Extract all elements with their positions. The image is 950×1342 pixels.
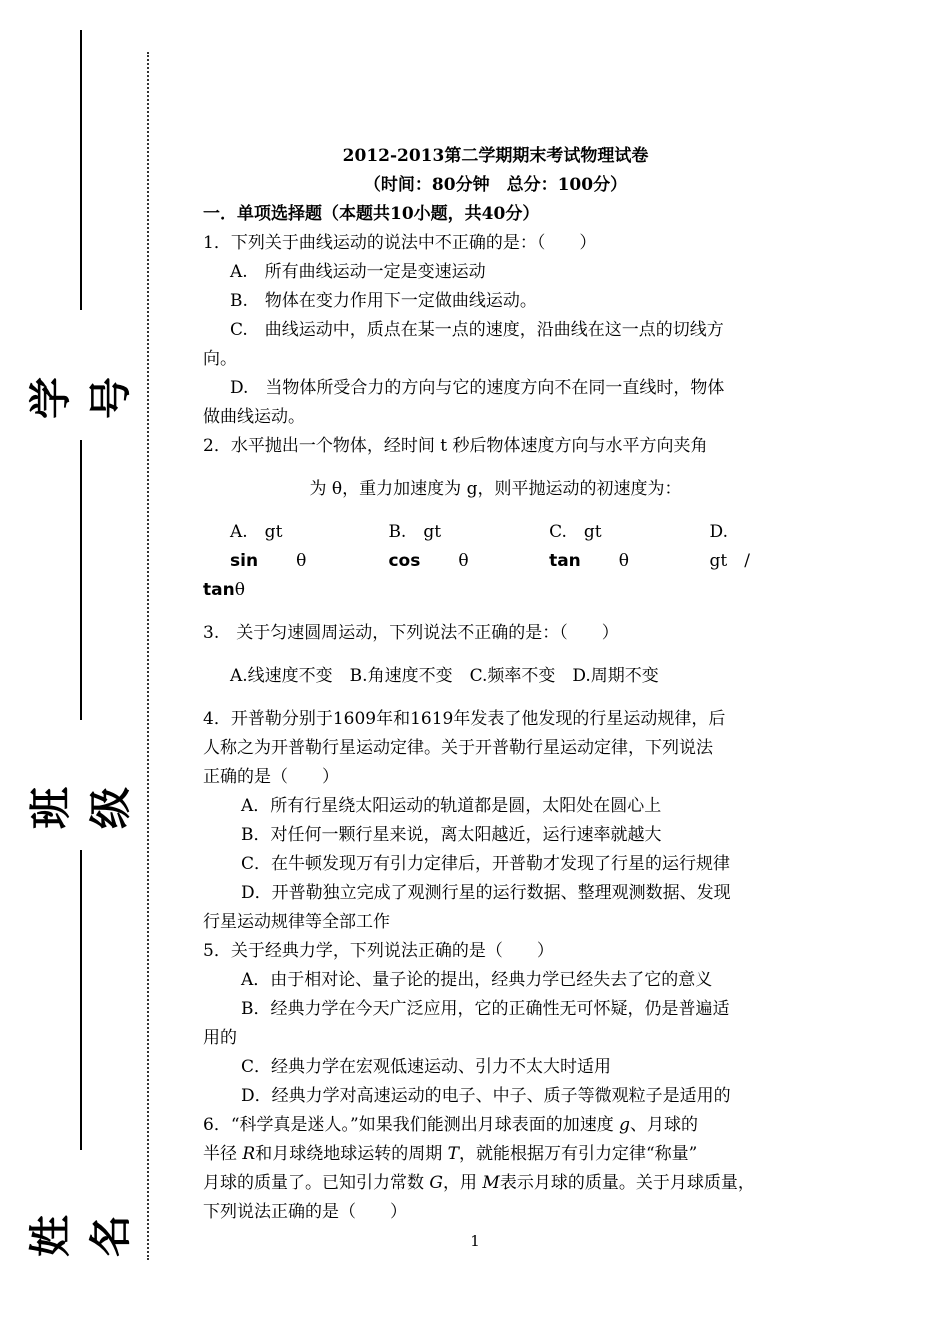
question-2-option-c: C. gt tan θ — [549, 522, 630, 571]
question-2-option-d-cont: tanθ — [203, 580, 245, 600]
question-4-stem: 4．开普勒分别于1609年和1619年发表了他发现的行星运动规律，后 — [203, 709, 726, 729]
question-1-stem: 1．下列关于曲线运动的说法中不正确的是：（ ） — [203, 233, 597, 253]
question-5-option-d: D．经典力学对高速运动的电子、中子、质子等微观粒子是适用的 — [241, 1086, 731, 1106]
question-6-stem-2: 半径 R和月球绕地球运转的周期 T，就能根据万有引力定律“称量” — [203, 1144, 698, 1164]
question-1-option-d-cont: 做曲线运动。 — [203, 407, 305, 427]
page-number: 1 — [470, 1232, 480, 1250]
question-5-option-b: B．经典力学在今天广泛应用，它的正确性无可怀疑，仍是普遍适 — [241, 999, 730, 1019]
exam-content — [203, 142, 788, 1227]
name-label: 姓名 — [26, 1215, 135, 1258]
question-6-stem-4: 下列说法正确的是（ ） — [203, 1202, 407, 1222]
binding-strip — [0, 0, 150, 1342]
question-4-option-a: A．所有行星绕太阳运动的轨道都是圆，太阳处在圆心上 — [241, 796, 662, 816]
question-1-option-a: A. 所有曲线运动一定是变速运动 — [230, 262, 486, 282]
exam-title: 2012-2013第二学期期末考试物理试卷 — [342, 146, 649, 166]
id-fill-line — [80, 30, 82, 310]
id-label: 学号 — [26, 377, 135, 420]
question-1-option-d: D. 当物体所受合力的方向与它的速度方向不在同一直线时，物体 — [230, 378, 725, 398]
question-4-option-c: C．在牛顿发现万有引力定律后，开普勒才发现了行星的运行规律 — [241, 854, 731, 874]
question-4-stem-2: 人称之为开普勒行星运动定律。关于开普勒行星运动定律，下列说法 — [203, 738, 713, 758]
question-2-stem: 2．水平抛出一个物体，经时间 t 秒后物体速度方向与水平方向夹角 — [203, 436, 708, 456]
question-2-options — [203, 518, 788, 576]
question-2-option-b: B. gt cos θ — [388, 522, 469, 571]
question-4-stem-3: 正确的是（ ） — [203, 767, 339, 787]
question-3-options: A.线速度不变 B.角速度不变 C.频率不变 D.周期不变 — [230, 666, 659, 686]
class-label: 班级 — [26, 787, 135, 830]
question-1-option-b: B. 物体在变力作用下一定做曲线运动。 — [230, 291, 537, 311]
exam-subtitle: （时间：80分钟 总分：100分） — [363, 175, 628, 195]
question-1-option-c: C. 曲线运动中，质点在某一点的速度，沿曲线在这一点的切线方 — [230, 320, 724, 340]
class-fill-line — [80, 440, 82, 720]
question-3-stem: 3. 关于匀速圆周运动，下列说法不正确的是：（ ） — [203, 623, 619, 643]
question-4-option-b: B．对任何一颗行星来说，离太阳越近，运行速率就越大 — [241, 825, 662, 845]
question-5-option-b-cont: 用的 — [203, 1028, 237, 1048]
binding-dotted-line — [147, 52, 149, 1260]
question-2-stem-cont: 为 θ，重力加速度为 g，则平抛运动的初速度为： — [309, 479, 682, 499]
question-5-option-c: C．经典力学在宏观低速运动、引力不太大时适用 — [241, 1057, 612, 1077]
question-5-stem: 5．关于经典力学，下列说法正确的是（ ） — [203, 941, 554, 961]
question-6-stem-3: 月球的质量了。已知引力常数 G，用 M表示月球的质量。关于月球质量， — [203, 1173, 755, 1193]
question-4-option-d: D．开普勒独立完成了观测行星的运行数据、整理观测数据、发现 — [241, 883, 731, 903]
name-fill-line — [80, 850, 82, 1150]
question-6-stem: 6．“科学真是迷人。”如果我们能测出月球表面的加速度 g、月球的 — [203, 1115, 698, 1135]
question-4-option-d-cont: 行星运动规律等全部工作 — [203, 912, 390, 932]
question-5-option-a: A．由于相对论、量子论的提出，经典力学已经失去了它的意义 — [241, 970, 713, 990]
question-1-option-c-cont: 向。 — [203, 349, 237, 369]
question-2-option-a: A. gt sin θ — [230, 522, 307, 571]
question-2-option-d: D. gt / — [709, 522, 750, 571]
section-heading: 一．单项选择题（本题共10小题，共40分） — [203, 204, 540, 224]
